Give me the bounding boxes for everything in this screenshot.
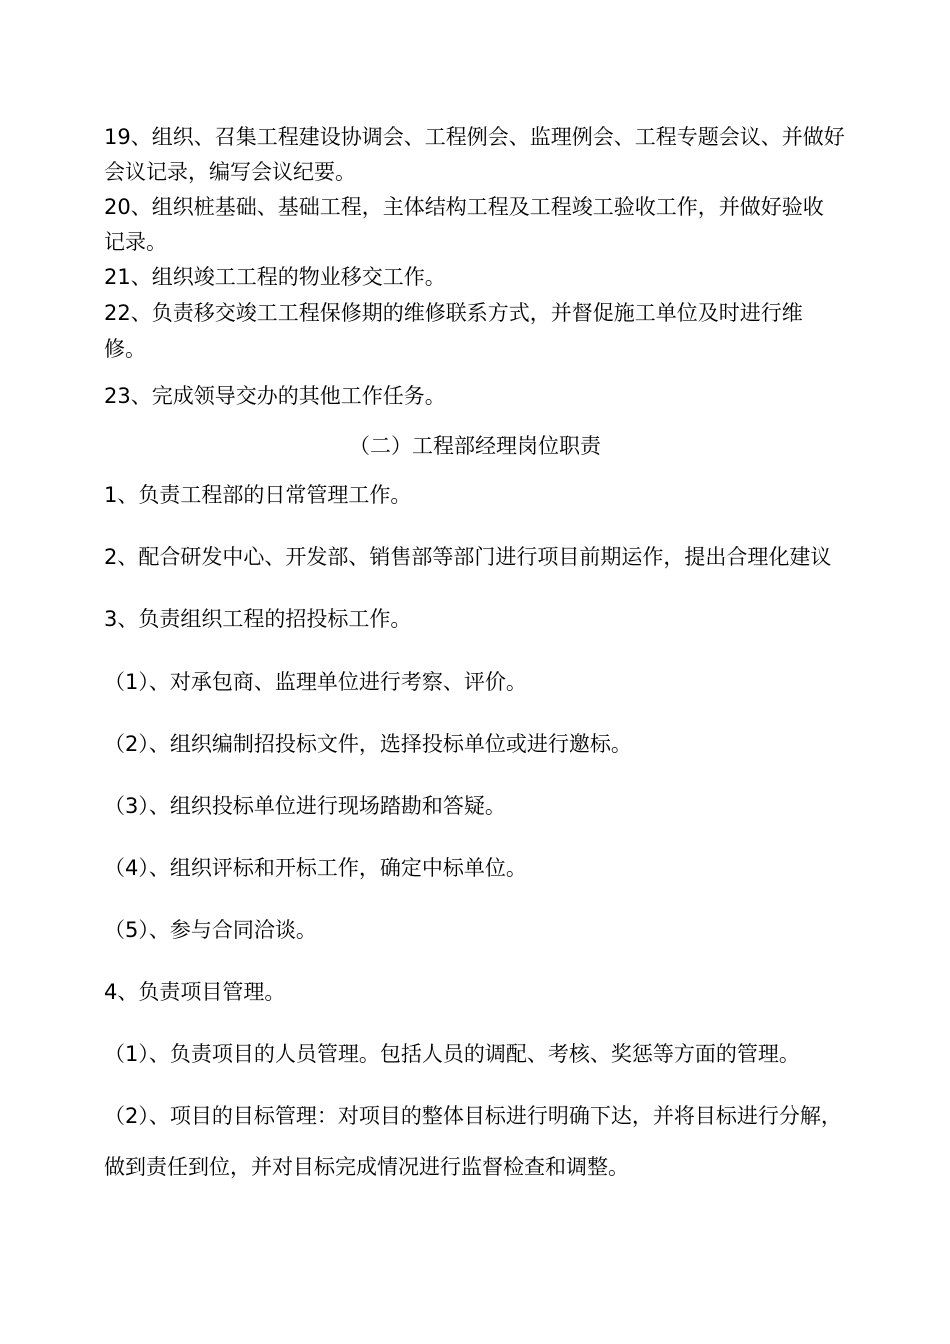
text-line: 修。 xyxy=(104,337,146,361)
duty-item: 3、负责组织工程的招投标工作。 xyxy=(104,607,412,631)
text-line: 19、组织、召集工程建设协调会、工程例会、监理例会、工程专题会议、并做好 xyxy=(104,125,845,149)
duty-item: 2、配合研发中心、开发部、销售部等部门进行项目前期运作，提出合理化建议 xyxy=(104,545,832,569)
duty-item: 1、负责工程部的日常管理工作。 xyxy=(104,483,412,507)
text-line: 22、负责移交竣工工程保修期的维修联系方式，并督促施工单位及时进行维 xyxy=(104,301,803,325)
section-title: （二）工程部经理岗位职责 xyxy=(349,434,601,458)
text-line: 会议记录，编写会议纪要。 xyxy=(104,160,356,184)
duty-subitem: （2）、组织编制招投标文件，选择投标单位或进行邀标。 xyxy=(104,732,632,756)
text-line: 23、完成领导交办的其他工作任务。 xyxy=(104,384,446,408)
duty-subitem: （1）、对承包商、监理单位进行考察、评价。 xyxy=(104,670,527,694)
duty-subitem: （1）、负责项目的人员管理。包括人员的调配、考核、奖惩等方面的管理。 xyxy=(104,1042,800,1066)
duty-subitem: （4）、组织评标和开标工作，确定中标单位。 xyxy=(104,856,527,880)
text-line: 20、组织桩基础、基础工程，主体结构工程及工程竣工验收工作，并做好验收 xyxy=(104,195,824,219)
duty-subitem: （3）、组织投标单位进行现场踏勘和答疑。 xyxy=(104,794,506,818)
duty-item: 4、负责项目管理。 xyxy=(104,980,286,1004)
text-line: 记录。 xyxy=(104,230,167,254)
duty-subitem: （5）、参与合同洽谈。 xyxy=(104,918,317,942)
duty-subitem: 做到责任到位，并对目标完成情况进行监督检查和调整。 xyxy=(104,1155,629,1179)
text-line: 21、组织竣工工程的物业移交工作。 xyxy=(104,265,446,289)
duty-subitem: （2）、项目的目标管理：对项目的整体目标进行明确下达，并将目标进行分解， xyxy=(104,1104,842,1128)
